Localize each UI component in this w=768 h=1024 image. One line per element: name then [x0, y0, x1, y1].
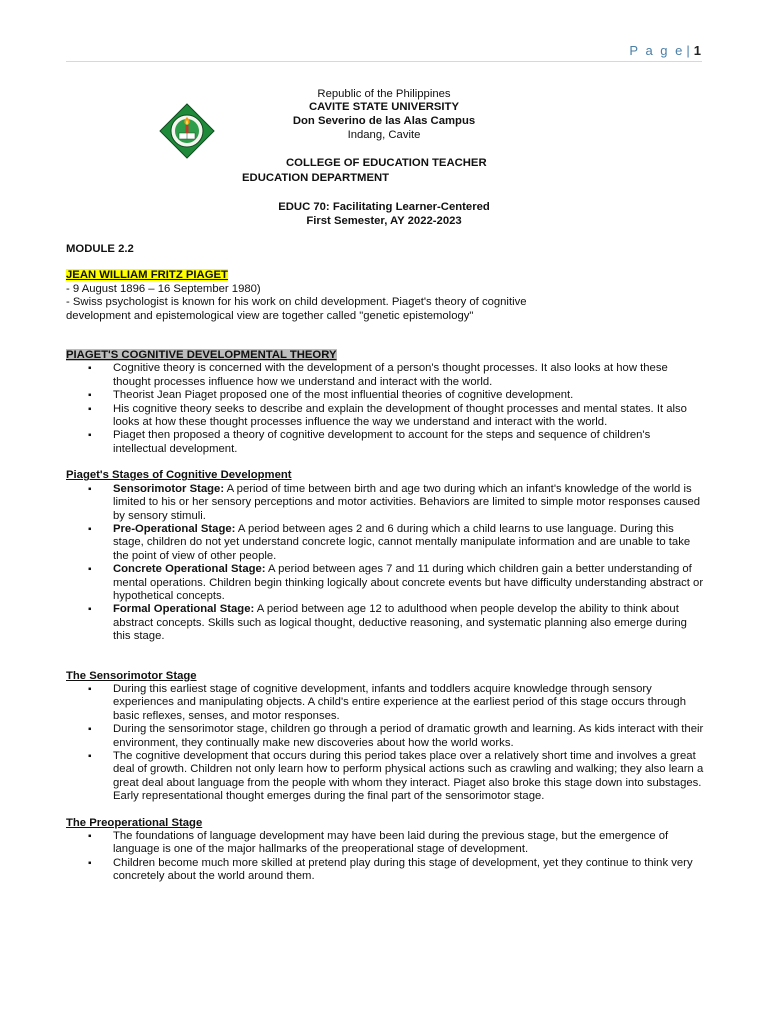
campus-name: Don Severino de las Alas Campus: [292, 115, 476, 127]
piaget-dates: - 9 August 1896 – 16 September 1980): [66, 282, 261, 295]
theory-title: PIAGET'S COGNITIVE DEVELOPMENTAL THEORY: [66, 349, 337, 362]
page-number: [629, 44, 701, 57]
stages-heading: Piaget's Stages of Cognitive Development: [66, 469, 292, 482]
list-item: [66, 483, 706, 523]
list-item: ▪ The foundations of language development may have been laid during the previous stage, but the emergence of language is one of the major hallmarks of the preoperational stage of development.: [66, 830, 706, 857]
republic-line: Republic of the Philippines: [317, 88, 451, 100]
piaget-name-heading: [66, 269, 706, 282]
piaget-desc-line1: - Swiss psychologist is known for his work on child development. Piaget's theory of cognitive: [66, 296, 527, 309]
document-body: [66, 243, 706, 884]
list-item: ▪ Piaget then proposed a theory of cognitive development to account for the steps and sequence of children's intellectual development.: [66, 429, 706, 456]
list-item: ▪ Theorist Jean Piaget proposed one of the most influential theories of cognitive development.: [66, 389, 706, 402]
module-title: MODULE 2.2: [66, 243, 134, 255]
sensorimotor-list: [66, 683, 706, 804]
page-separator: |: [686, 43, 690, 58]
campus-location: Indang, Cavite: [347, 129, 421, 141]
theory-list: [66, 362, 706, 456]
department-name: EDUCATION DEPARTMENT: [242, 172, 390, 184]
university-name: CAVITE STATE UNIVERSITY: [308, 101, 459, 113]
list-item: [66, 523, 706, 563]
list-item: ▪ During this earliest stage of cognitive development, infants and toddlers acquire knowledge through sensory experiences and manipulating objects. A child's entire experience at the earliest period of this stage occurs through basic reflexes, senses, and motor responses.: [66, 683, 706, 723]
piaget-name: JEAN WILLIAM FRITZ PIAGET: [66, 269, 228, 282]
piaget-desc-line2: development and epistemological view are together called "genetic epistemology": [66, 309, 474, 322]
list-item: ▪ During the sensorimotor stage, children go through a period of dramatic growth and learning. As kids interact with their environment, they continually make new discoveries about how the world works.: [66, 723, 706, 750]
list-item: ▪ The cognitive development that occurs during this period takes place over a relatively short time and involves a great deal of growth. Children not only learn how to perform physical actions such as crawling and walking; they also learn a great deal about language from the people with whom they interact. Piaget also broke this stage down into substages. Early representational thought emerges during the final part of the sensorimotor stage.: [66, 750, 706, 804]
list-item: ▪ His cognitive theory seeks to describe and explain the development of thought processes and mental states. It also looks at how these thought processes influence the way we understand and interact with the world.: [66, 403, 706, 430]
stage-label: Formal Operational Stage:: [113, 603, 255, 616]
stages-list: [66, 483, 706, 644]
theory-heading: [66, 349, 706, 362]
page-label: P a g e: [629, 43, 685, 58]
semester-line: First Semester, AY 2022-2023: [306, 215, 462, 227]
list-item: [66, 603, 706, 643]
stage-text: A period between ages 2 and 6 during which a child learns to use language. During this stage, children do not yet understand concrete logic, cannot mentally manipulate information and are unable to take the point of view of other people.: [113, 522, 691, 562]
preoperational-list: [66, 830, 706, 884]
list-item: [66, 563, 706, 603]
stage-text: A period between ages 7 and 11 during which children gain a better understanding of mental operations. Children begin thinking logically about concrete events but have difficulty understanding abstract or hypothetical concepts.: [113, 563, 704, 602]
list-item: ▪ Children become much more skilled at pretend play during this stage of development, yet they continue to think very concretely about the world around them.: [66, 857, 706, 884]
stage-text: A period between age 12 to adulthood when people develop the ability to think about abstract concepts. Skills such as logical thought, deductive reasoning, and systematic planning also emerge during this stage.: [113, 603, 687, 643]
page-number-value: 1: [693, 43, 701, 58]
stage-label: Pre-Operational Stage:: [113, 522, 236, 535]
course-title: EDUC 70: Facilitating Learner-Centered: [278, 201, 490, 213]
stage-label: Concrete Operational Stage:: [113, 563, 266, 576]
stage-text: A period of time between birth and age two during which an infant's knowledge of the world is limited to his or her sensory perceptions and motor activities. Behaviors are limited to simple motor responses caused by sensory stimuli.: [113, 482, 701, 522]
preoperational-heading: The Preoperational Stage: [66, 816, 203, 829]
stage-label: Sensorimotor Stage:: [113, 482, 225, 495]
header-rule: [66, 61, 702, 62]
college-name: COLLEGE OF EDUCATION TEACHER: [286, 157, 487, 169]
sensorimotor-heading: The Sensorimotor Stage: [66, 669, 197, 682]
list-item: ▪ Cognitive theory is concerned with the development of a person's thought processes. It also looks at how these thought processes influence how we understand and interact with the world.: [66, 362, 706, 389]
